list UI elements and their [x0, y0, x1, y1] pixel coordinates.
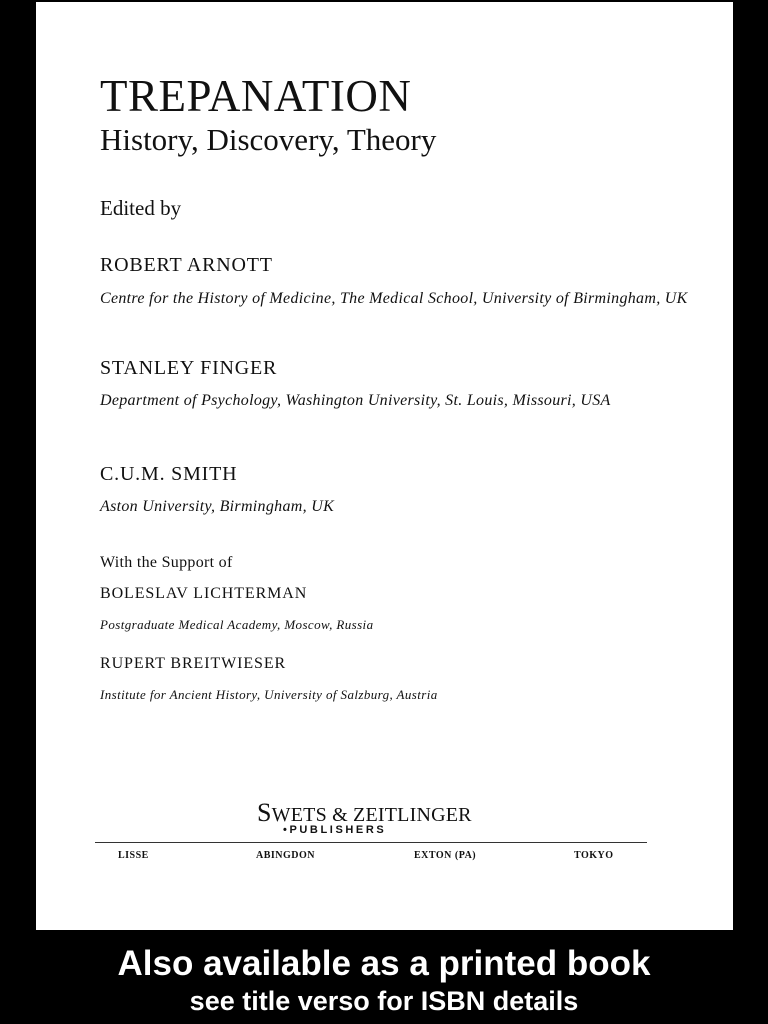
edited-by-label: Edited by — [100, 196, 182, 220]
title-page — [36, 2, 733, 930]
supporter-name: BOLESLAV LICHTERMAN — [100, 585, 308, 602]
editor-name: ROBERT ARNOTT — [100, 254, 273, 276]
publisher-sub: •PUBLISHERS — [283, 824, 387, 836]
book-subtitle: History, Discovery, Theory — [100, 122, 437, 157]
publisher-initial: S — [257, 798, 272, 827]
bullet-icon: • — [283, 824, 290, 836]
publisher-city: ABINGDON — [256, 850, 316, 861]
supporter-affiliation: Institute for Ancient History, University of Salzburg, Austria — [100, 687, 438, 702]
support-label: With the Support of — [100, 554, 233, 571]
banner-line-1: Also available as a printed book — [117, 944, 651, 983]
publisher-name-rest: WETS & ZEITLINGER — [271, 804, 472, 826]
banner-line-2: see title verso for ISBN details — [189, 986, 579, 1016]
book-title: TREPANATION — [100, 71, 412, 121]
editor-affiliation: Centre for the History of Medicine, The Medical School, University of Birmingham, UK — [100, 290, 688, 307]
editor-affiliation: Aston University, Birmingham, UK — [100, 498, 335, 515]
publisher-logo — [257, 798, 472, 836]
publisher-divider — [95, 842, 647, 843]
publisher-city: LISSE — [118, 850, 149, 861]
publisher-city: TOKYO — [574, 850, 614, 861]
supporter-affiliation: Postgraduate Medical Academy, Moscow, Russia — [100, 617, 374, 632]
editor-name: C.U.M. SMITH — [100, 463, 238, 485]
supporter-name: RUPERT BREITWIESER — [100, 655, 287, 672]
publisher-city: EXTON (PA) — [414, 850, 477, 861]
editor-affiliation: Department of Psychology, Washington University, St. Louis, Missouri, USA — [100, 392, 611, 409]
editor-name: STANLEY FINGER — [100, 357, 278, 379]
